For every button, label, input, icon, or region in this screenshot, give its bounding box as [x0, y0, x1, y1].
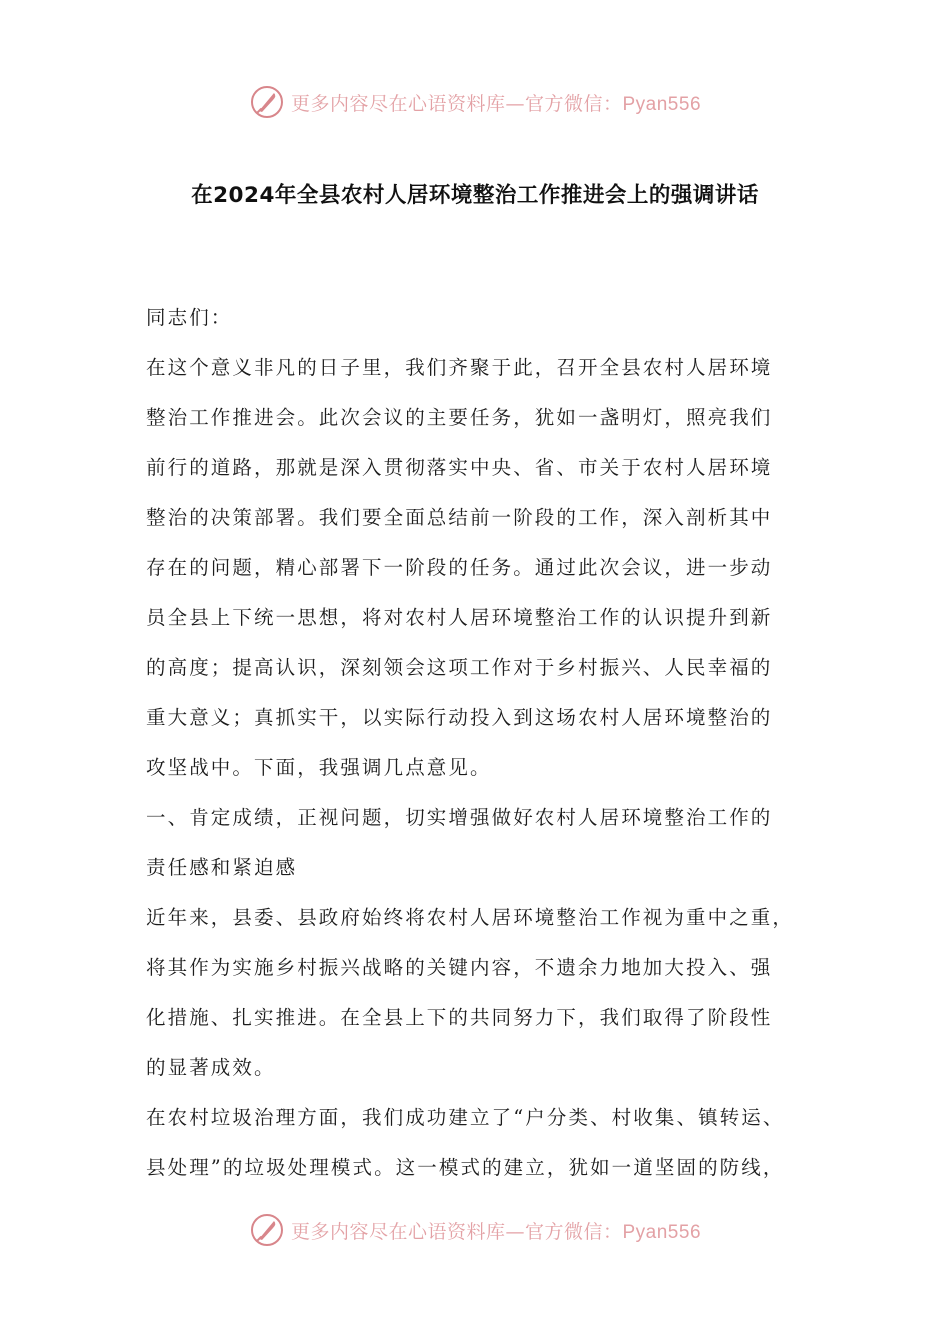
text-line: 同志们：	[146, 306, 233, 329]
text-line: 将其作为实施乡村振兴战略的关键内容，不遗余力地加大投入、强	[146, 956, 773, 979]
footer-watermark	[0, 1208, 950, 1252]
text-line: 在这个意义非凡的日子里，我们齐聚于此，召开全县农村人居环境	[146, 356, 773, 379]
text-line: 重大意义；真抓实干，以实际行动投入到这场农村人居环境整治的	[146, 706, 773, 729]
section-heading: 责任感和紧迫感	[146, 856, 298, 879]
wechat-id: Pyan556	[622, 1221, 702, 1243]
text-line: 整治的决策部署。我们要全面总结前一阶段的工作，深入剖析其中	[146, 506, 773, 529]
text-line: 的显著成效。	[146, 1056, 276, 1079]
text-line: 员全县上下统一思想，将对农村人居环境整治工作的认识提升到新	[146, 606, 773, 629]
text-line: 的高度；提高认识，深刻领会这项工作对于乡村振兴、人民幸福的	[146, 656, 773, 679]
document-body	[146, 299, 816, 1199]
text-line: 化措施、扎实推进。在全县上下的共同努力下，我们取得了阶段性	[146, 1006, 773, 1029]
text-line: 攻坚战中。下面，我强调几点意见。	[146, 756, 492, 779]
text-line: 在农村垃圾治理方面，我们成功建立了“户分类、村收集、镇转运、	[146, 1106, 785, 1129]
wechat-id: Pyan556	[622, 93, 702, 115]
text-line: 县处理”的垃圾处理模式。这一模式的建立，犹如一道坚固的防线，	[146, 1156, 785, 1179]
text-line: 存在的问题，精心部署下一阶段的任务。通过此次会议，进一步动	[146, 556, 773, 579]
quill-logo-icon	[249, 1212, 285, 1248]
watermark-text: 更多内容尽在心语资料库—官方微信：Pyan556	[290, 92, 702, 115]
text-line: 整治工作推进会。此次会议的主要任务，犹如一盏明灯，照亮我们	[146, 406, 773, 429]
text-line: 前行的道路，那就是深入贯彻落实中央、省、市关于农村人居环境	[146, 456, 773, 479]
watermark-text: 更多内容尽在心语资料库—官方微信：Pyan556	[290, 1220, 702, 1243]
header-watermark	[0, 80, 950, 124]
document-title: 在2024年全县农村人居环境整治工作推进会上的强调讲话	[191, 183, 759, 208]
section-heading: 一、肯定成绩，正视问题，切实增强做好农村人居环境整治工作的	[146, 806, 773, 829]
quill-logo-icon	[249, 84, 285, 120]
text-line: 近年来，县委、县政府始终将农村人居环境整治工作视为重中之重，	[146, 906, 795, 929]
